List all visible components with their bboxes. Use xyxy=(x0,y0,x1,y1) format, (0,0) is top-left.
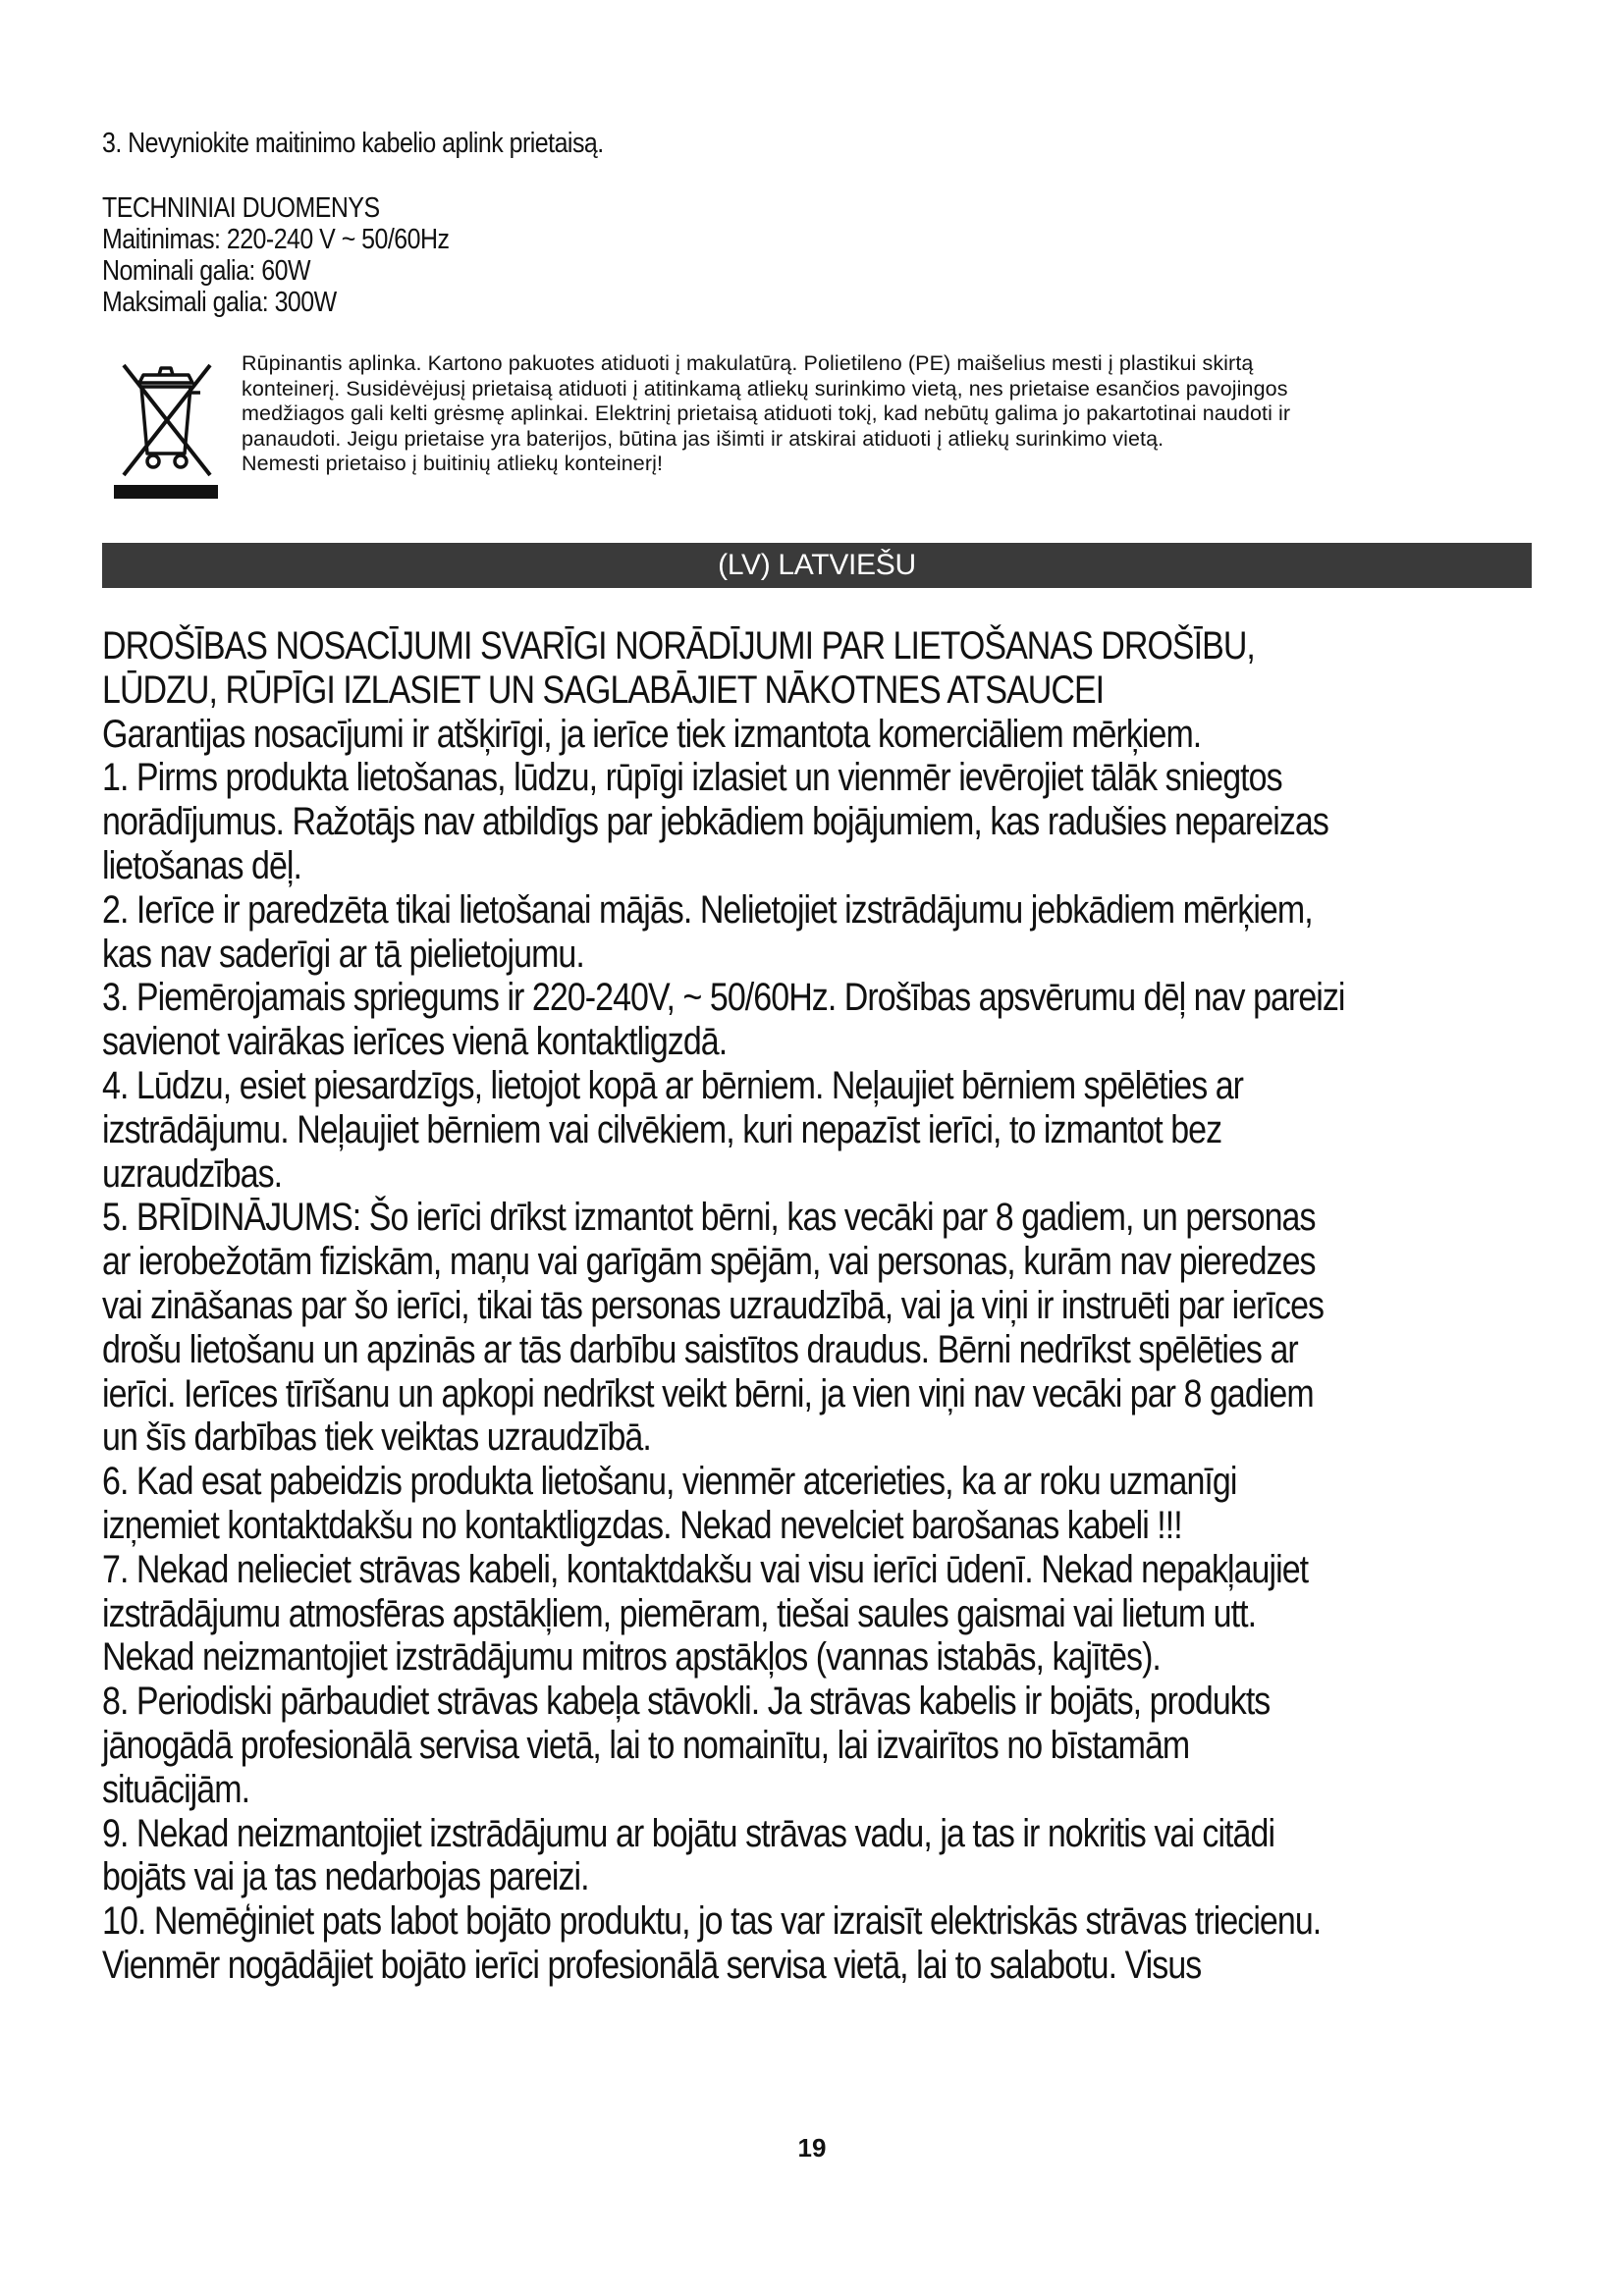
instruction-line: jānogādā profesionālā servisa vietā, lai to nomainītu, lai izvairītos no bīstamām xyxy=(102,1723,1190,1767)
crossed-out-wheelie-bin-icon xyxy=(110,353,222,501)
instruction-line: 7. Nekad nelieciet strāvas kabeli, kontaktdakšu vai visu ierīci ūdenī. Nekad nepakļaujiet xyxy=(102,1547,1309,1591)
nominal-power-spec: Nominali galia: 60W xyxy=(102,255,310,287)
instruction-line: drošu lietošanu un apzinās ar tās darbību saistītos draudus. Bērni nedrīkst spēlēties ar xyxy=(102,1327,1298,1371)
environment-notice xyxy=(242,351,1518,477)
environment-notice-line: panaudoti. Jeigu prietaise yra baterijos, būtina jas išimti ir atskirai atiduoti į atliekų surinkimo vietą. xyxy=(242,426,1164,451)
language-section-banner: (LV) LATVIEŠU xyxy=(102,543,1532,588)
instruction-line: Nekad neizmantojiet izstrādājumu mitros apstākļos (vannas istabās, kajītēs). xyxy=(102,1635,1161,1680)
instruction-line: izstrādājumu atmosfēras apstākļiem, piemēram, tiešai saules gaismai vai lietum utt. xyxy=(102,1591,1257,1635)
instruction-line: norādījumus. Ražotājs nav atbildīgs par jebkādiem bojājumiem, kas radušies nepareizas xyxy=(102,800,1328,844)
instruction-line: vai zināšanas par šo ierīci, tikai tās personas uzraudzībā, vai ja viņi ir instruēti par ierīces xyxy=(102,1283,1325,1327)
instruction-line: 8. Periodiski pārbaudiet strāvas kabeļa stāvokli. Ja strāvas kabelis ir bojāts, produkts xyxy=(102,1680,1271,1724)
instruction-line: Vienmēr nogādājiet bojāto ierīci profesionālā servisa vietā, lai to salabotu. Visus xyxy=(102,1943,1202,1987)
environment-notice-line: konteinerį. Susidėvėjusį prietaisą atiduoti į atitinkamą atliekų surinkimo vietą, nes prietaise esančios pavojingos xyxy=(242,376,1288,400)
power-supply-spec: Maitinimas: 220-240 V ~ 50/60Hz xyxy=(102,224,450,255)
instruction-line: situācijām. xyxy=(102,1767,250,1811)
instruction-line: 10. Nemēģiniet pats labot bojāto produktu, jo tas var izraisīt elektriskās strāvas triecienu. xyxy=(102,1899,1322,1944)
warranty-note: Garantijas nosacījumi ir atšķirīgi, ja ierīce tiek izmantota komerciāliem mērķiem. xyxy=(102,712,1202,756)
instruction-line: izņemiet kontaktdakšu no kontaktligzdas. Nekad nevelciet barošanas kabeli !!! xyxy=(102,1503,1182,1547)
safety-heading-line: LŪDZU, RŪPĪGI IZLASIET UN SAGLABĀJIET NĀKOTNES ATSAUCEI xyxy=(102,667,1105,712)
instruction-line: 3. Piemērojamais spriegums ir 220-240V, ~ 50/60Hz. Drošības apsvērumu dēļ nav pareizi xyxy=(102,976,1345,1020)
technical-data-heading: TECHNINIAI DUOMENYS xyxy=(102,192,380,224)
instruction-line: savienot vairākas ierīces vienā kontaktligzdā. xyxy=(102,1020,728,1064)
instruction-line: kas nav saderīgi ar tā pielietojumu. xyxy=(102,932,584,976)
environment-notice-line: medžiagos gali kelti grėsmę aplinkai. Elektrinį prietaisą atiduoti tokį, kad nebūtų galima jo pakartotinai naudoti ir xyxy=(242,401,1291,425)
instruction-line: 4. Lūdzu, esiet piesardzīgs, lietojot kopā ar bērniem. Neļaujiet bērniem spēlēties ar xyxy=(102,1063,1244,1107)
instruction-line: 5. BRĪDINĀJUMS: Šo ierīci drīkst izmantot bērni, kas vecāki par 8 gadiem, un personas xyxy=(102,1196,1316,1240)
instruction-line: bojāts vai ja tas nedarbojas pareizi. xyxy=(102,1855,589,1899)
instruction-line: lietošanas dēļ. xyxy=(102,843,301,887)
instruction-line: 6. Kad esat pabeidzis produkta lietošanu, vienmēr atcerieties, ka ar roku uzmanīgi xyxy=(102,1460,1237,1504)
environment-notice-line: Rūpinantis aplinka. Kartono pakuotes atiduoti į makulatūrą. Polietileno (PE) maišelius mesti į plastikui skirtą xyxy=(242,351,1254,375)
environment-notice-line: Nemesti prietaiso į buitinių atliekų konteinerį! xyxy=(242,452,664,475)
cable-winding-instruction: 3. Nevyniokite maitinimo kabelio aplink prietaisą. xyxy=(102,128,604,159)
technical-data xyxy=(102,192,449,318)
instruction-line: un šīs darbības tiek veiktas uzraudzībā. xyxy=(102,1415,651,1460)
instruction-line: 1. Pirms produkta lietošanas, lūdzu, rūpīgi izlasiet un vienmēr ievērojiet tālāk sniegtos xyxy=(102,756,1282,800)
safety-instructions xyxy=(102,624,1345,1988)
instruction-line: ar ierobežotām fiziskām, maņu vai garīgām spējām, vai personas, kurām nav pieredzes xyxy=(102,1240,1316,1284)
instruction-line: 2. Ierīce ir paredzēta tikai lietošanai mājās. Nelietojiet izstrādājumu jebkādiem mērķiem, xyxy=(102,887,1313,932)
instruction-line: izstrādājumu. Neļaujiet bērniem vai cilvēkiem, kuri nepazīst ierīci, to izmantot bez xyxy=(102,1107,1222,1151)
page-number: 19 xyxy=(797,2133,827,2163)
instruction-line: ierīci. Ierīces tīrīšanu un apkopi nedrīkst veikt bērni, ja vien viņi nav vecāki par 8 gadiem xyxy=(102,1371,1314,1415)
instruction-line: uzraudzības. xyxy=(102,1151,283,1196)
safety-heading-line: DROŠĪBAS NOSACĪJUMI SVARĪGI NORĀDĪJUMI PAR LIETOŠANAS DROŠĪBU, xyxy=(102,624,1255,667)
instruction-line: 9. Nekad neizmantojiet izstrādājumu ar bojātu strāvas vadu, ja tas ir nokritis vai citādi xyxy=(102,1811,1275,1855)
max-power-spec: Maksimali galia: 300W xyxy=(102,287,337,318)
